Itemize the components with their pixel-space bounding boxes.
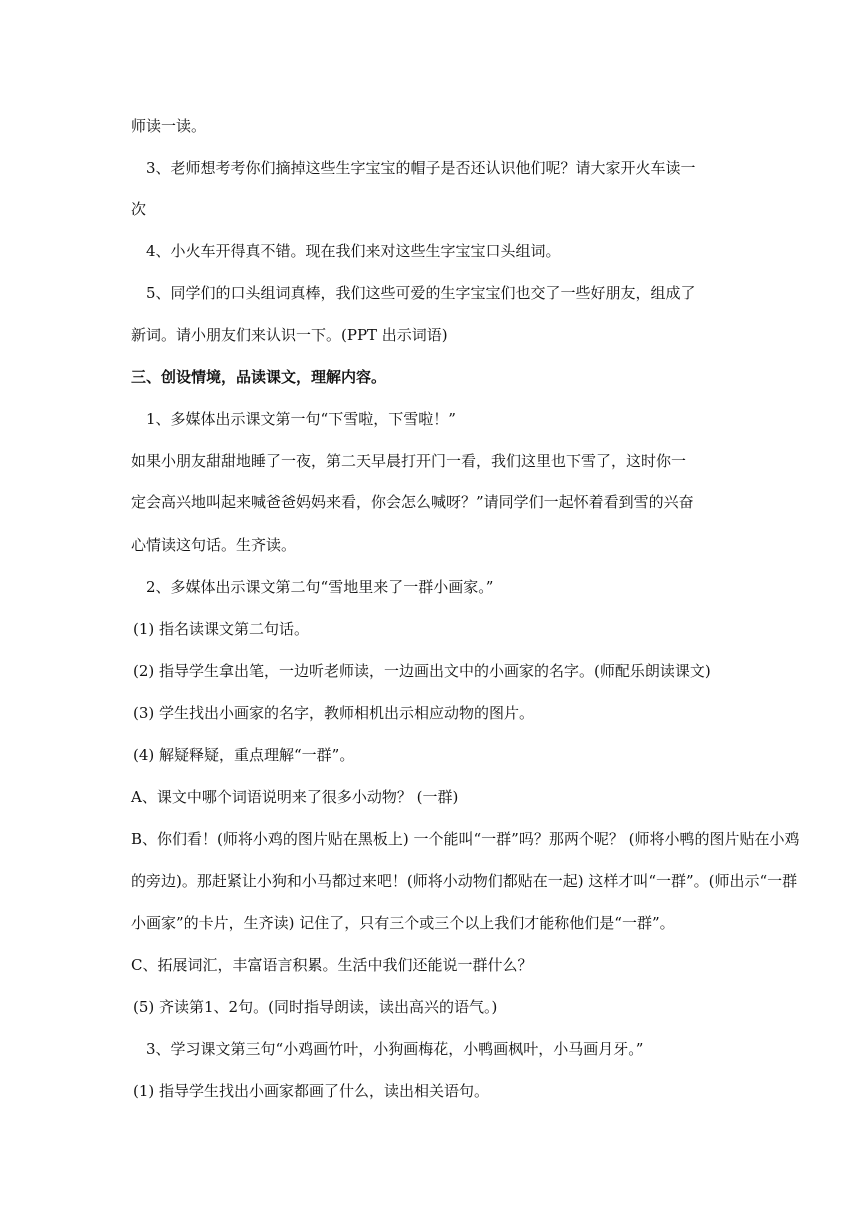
text-line: 定会高兴地叫起来喊爸爸妈妈来看，你会怎么喊呀？”请同学们一起怀着看到雪的兴奋 — [131, 493, 694, 511]
text-line: 师读一读。 — [131, 117, 207, 135]
text-line: 如果小朋友甜甜地睡了一夜，第二天早晨打开门一看，我们这里也下雪了，这时你一 — [131, 452, 687, 470]
text-line: 3、老师想考考你们摘掉这些生字宝宝的帽子是否还认识他们呢？请大家开火车读一 — [146, 159, 696, 177]
text-line: B、你们看！(师将小鸡的图片贴在黑板上) 一个能叫“一群”吗？那两个呢？ (师将小鸭的图片贴在小鸡 — [131, 830, 800, 848]
text-line: (1) 指导学生找出小画家都画了什么，读出相关语句。 — [133, 1082, 490, 1100]
text-line: 1、多媒体出示课文第一句“下雪啦，下雪啦！” — [146, 410, 456, 428]
text-line: 新词。请小朋友们来认识一下。(PPT 出示词语) — [131, 326, 448, 344]
text-line: (5) 齐读第1、2句。(同时指导朗读，读出高兴的语气。) — [133, 998, 498, 1016]
text-line: 4、小火车开得真不错。现在我们来对这些生字宝宝口头组词。 — [146, 242, 561, 260]
text-line: 次 — [131, 200, 147, 218]
text-line: 5、同学们的口头组词真棒，我们这些可爱的生字宝宝们也交了一些好朋友，组成了 — [146, 284, 696, 302]
text-line: (1) 指名读课文第二句话。 — [133, 620, 310, 638]
text-line: 2、多媒体出示课文第二句“雪地里来了一群小画家。” — [146, 578, 494, 596]
text-line: A、课文中哪个词语说明来了很多小动物？ (一群) — [131, 788, 459, 806]
text-line: 3、学习课文第三句“小鸡画竹叶，小狗画梅花，小鸭画枫叶，小马画月牙。” — [146, 1040, 644, 1058]
text-line: (2) 指导学生拿出笔，一边听老师读，一边画出文中的小画家的名字。(师配乐朗读课文) — [133, 662, 711, 680]
text-line: 小画家”的卡片，生齐读) 记住了，只有三个或三个以上我们才能称他们是“一群”。 — [131, 914, 675, 932]
text-line: 心情读这句话。生齐读。 — [131, 536, 297, 554]
text-line: (3) 学生找出小画家的名字，教师相机出示相应动物的图片。 — [133, 704, 535, 722]
text-line: 的旁边)。那赶紧让小狗和小马都过来吧！(师将小动物们都贴在一起) 这样才叫“一群”。(师出示“一群 — [131, 872, 798, 890]
text-line: C、拓展词汇，丰富语言积累。生活中我们还能说一群什么？ — [131, 956, 533, 974]
text-line: (4) 解疑释疑，重点理解“一群”。 — [133, 746, 355, 764]
section-heading: 三、创设情境，品读课文，理解内容。 — [131, 368, 387, 386]
